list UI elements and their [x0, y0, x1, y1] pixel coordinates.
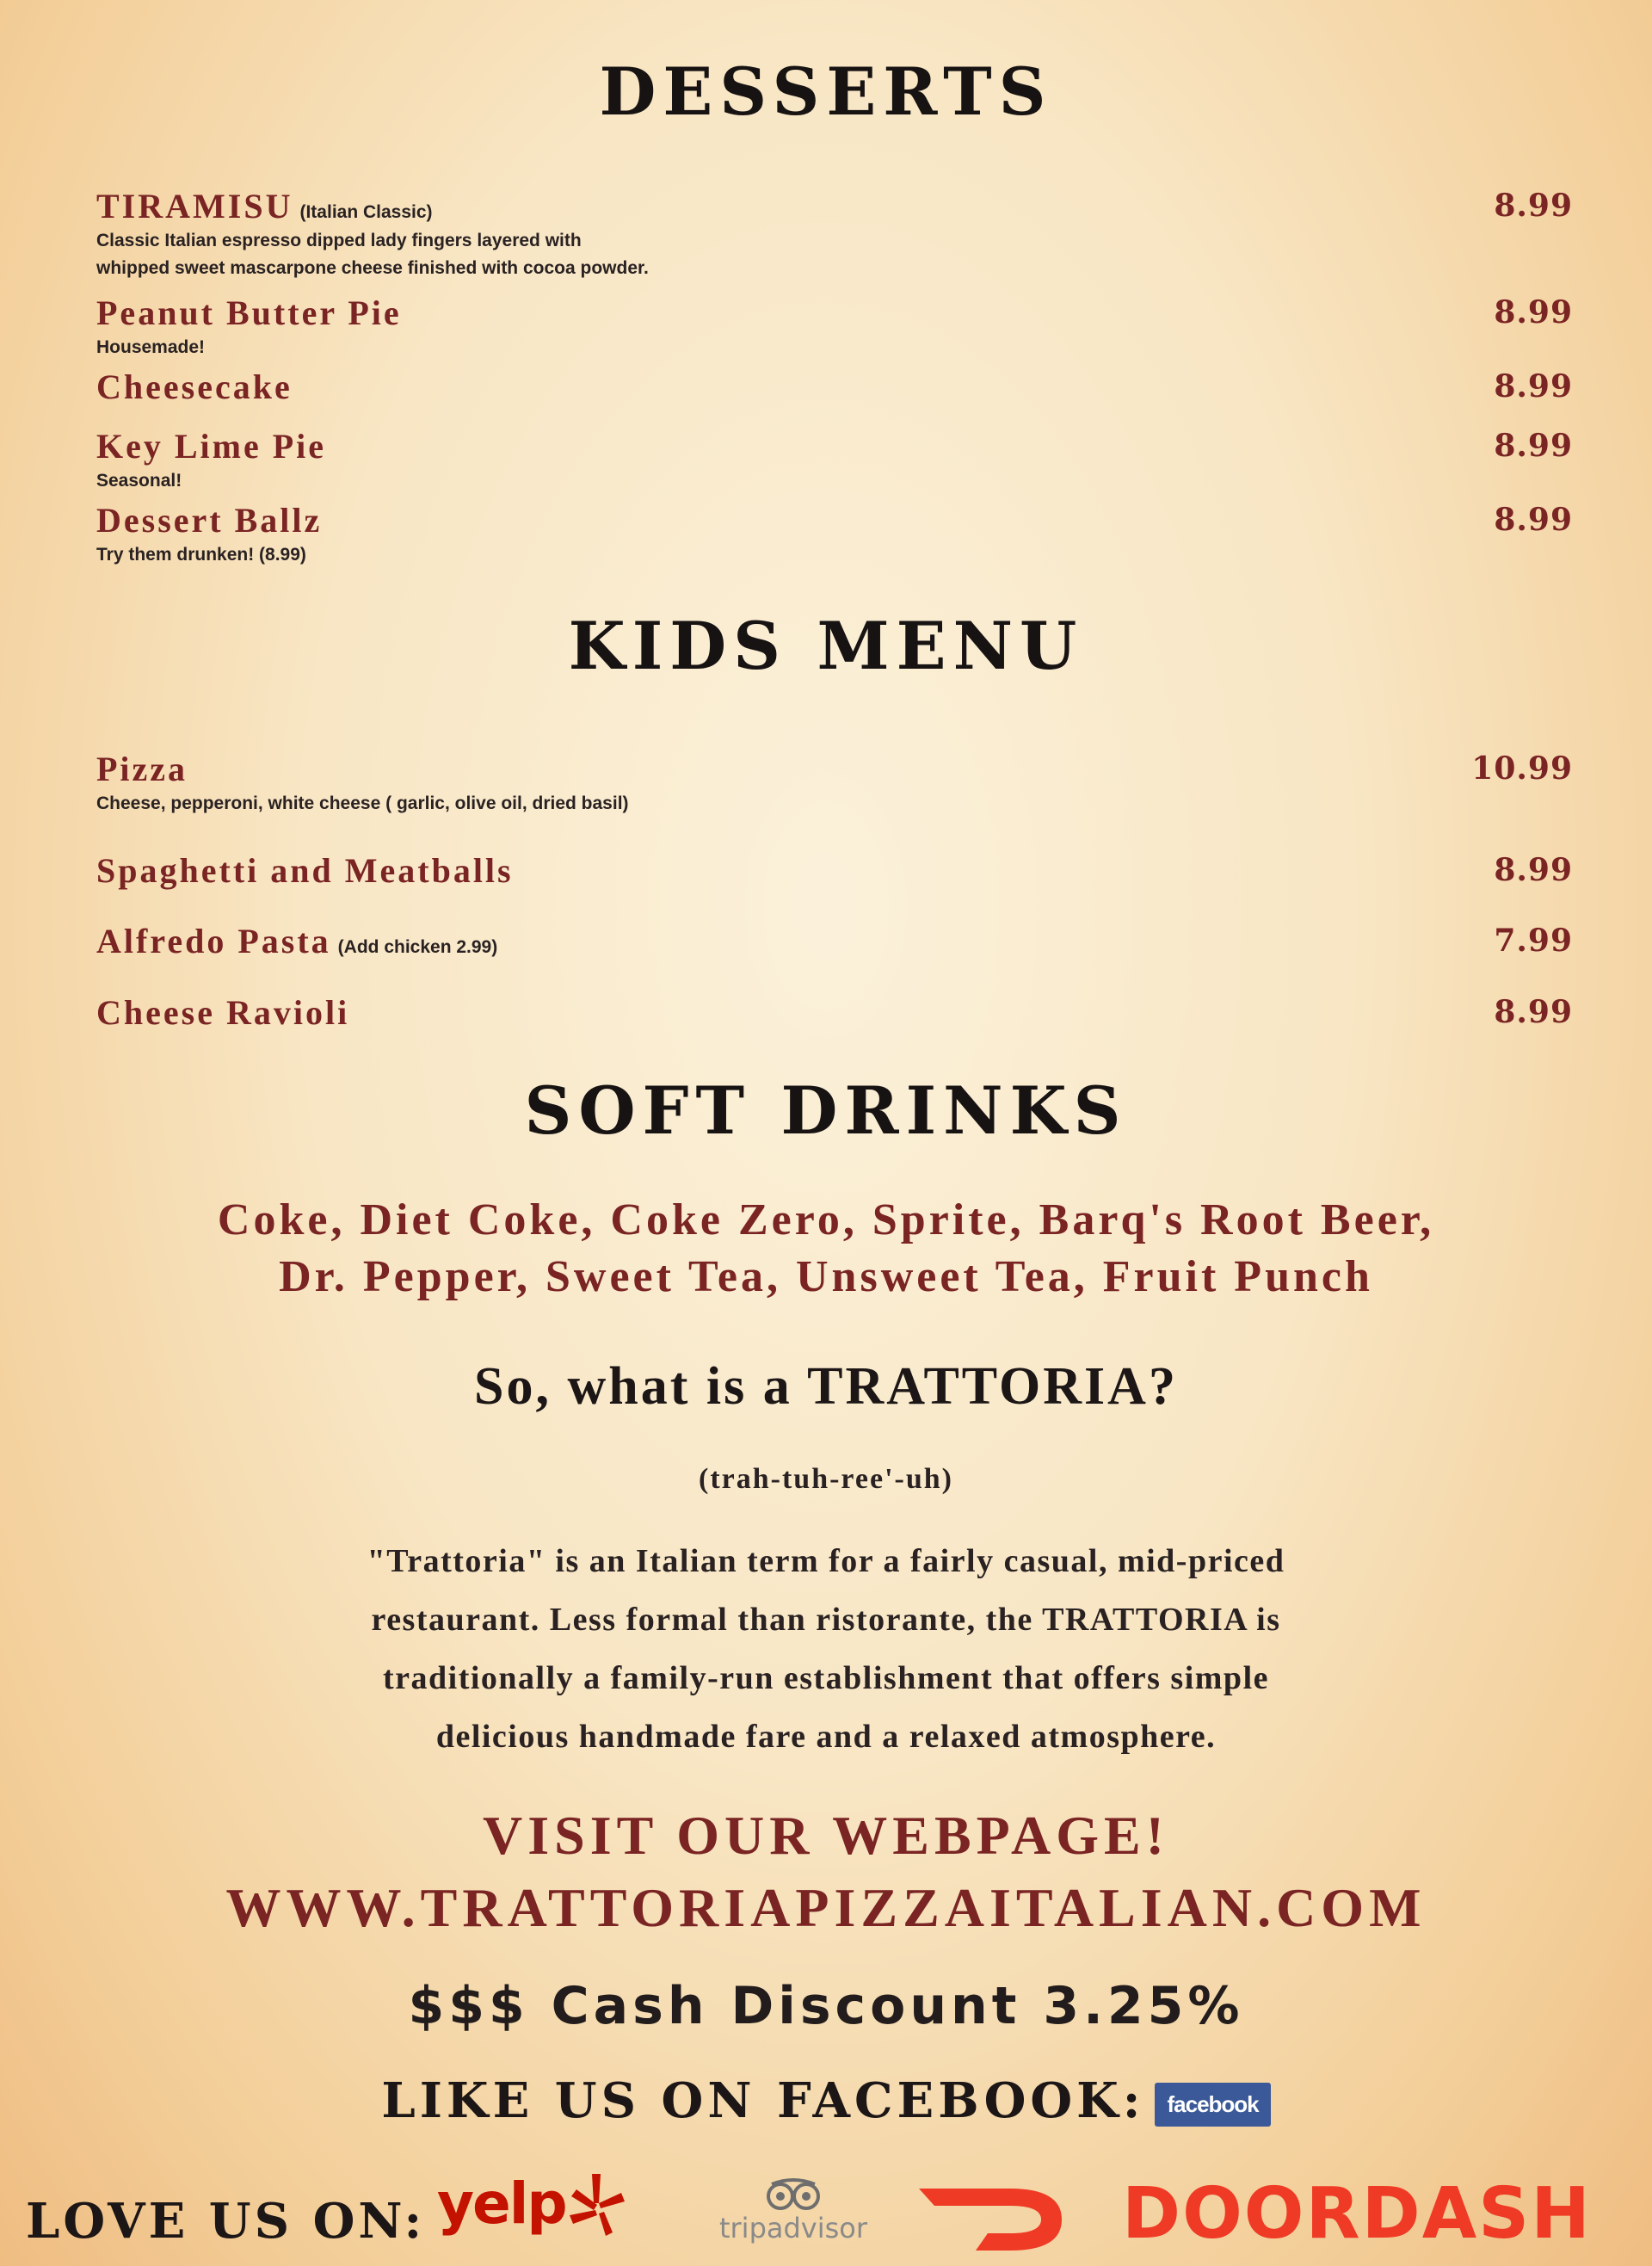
item-name: Cheese Ravioli: [96, 993, 350, 1032]
item-name: Alfredo Pasta: [96, 922, 331, 960]
menu-item-spaghetti-meatballs: [96, 852, 1573, 890]
item-price: 8.99: [1494, 852, 1573, 888]
menu-item-key-lime-pie: [96, 428, 1573, 495]
kids-menu-title: KIDS MENU: [568, 608, 1084, 684]
description-line: restaurant. Less formal than ristorante, the TRATTORIA is: [371, 1602, 1281, 1638]
item-price: 8.99: [1494, 188, 1573, 224]
doordash-logo-icon: [915, 2176, 1067, 2256]
drinks-list-line-2: Dr. Pepper, Sweet Tea, Unsweet Tea, Fruit Punch: [279, 1252, 1373, 1301]
facebook-line: [0, 2072, 1652, 2129]
doordash-wordmark: DOORDASH: [1122, 2173, 1592, 2255]
item-name: Peanut Butter Pie: [96, 293, 402, 332]
facebook-button[interactable]: facebook: [1155, 2083, 1270, 2127]
yelp-link[interactable]: [437, 2170, 566, 2237]
item-price: 7.99: [1494, 923, 1573, 959]
item-price: 8.99: [1494, 428, 1573, 464]
soft-drinks-title: SOFT DRINKS: [524, 1072, 1128, 1149]
yelp-burst-icon: [566, 2170, 626, 2238]
cash-discount: $$$ Cash Discount 3.25%: [408, 1976, 1244, 2036]
tripadvisor-owl-icon: [765, 2177, 822, 2212]
item-name: TIRAMISU: [96, 187, 293, 225]
item-price: 8.99: [1494, 994, 1573, 1030]
description-line: delicious handmade fare and a relaxed atmosphere.: [435, 1719, 1217, 1755]
item-description: Classic Italian espresso dipped lady fingers layered with: [96, 231, 582, 250]
desserts-title: DESSERTS: [599, 53, 1053, 130]
trattoria-heading: So, what is a TRATTORIA?: [474, 1357, 1178, 1416]
visit-webpage-label: VISIT OUR WEBPAGE!: [483, 1805, 1169, 1866]
item-note: (Italian Classic): [299, 202, 433, 222]
drinks-list-line-1: Coke, Diet Coke, Coke Zero, Sprite, Barq's Root Beer,: [217, 1195, 1435, 1244]
item-description: Cheese, pepperoni, white cheese ( garlic, olive oil, dried basil): [96, 793, 629, 813]
trattoria-description: [0, 1532, 1652, 1766]
description-line: traditionally a family-run establishment that offers simple: [382, 1660, 1269, 1696]
item-description: whipped sweet mascarpone cheese finished with cocoa powder.: [96, 258, 649, 278]
menu-item-tiramisu: [96, 188, 1573, 282]
item-price: 8.99: [1494, 368, 1573, 404]
menu-item-alfredo-pasta: [96, 923, 1573, 960]
item-name: Pizza: [96, 750, 188, 788]
item-price: 8.99: [1494, 294, 1573, 330]
menu-item-kids-pizza: [96, 750, 1573, 818]
item-description: Housemade!: [96, 337, 206, 357]
item-price: 8.99: [1494, 502, 1573, 538]
love-us-label: LOVE US ON:: [26, 2193, 426, 2250]
menu-item-cheese-ravioli: [96, 994, 1573, 1032]
menu-item-cheesecake: [96, 368, 1573, 406]
item-name: Key Lime Pie: [96, 427, 327, 466]
item-description: Seasonal!: [96, 471, 182, 491]
item-name: Dessert Ballz: [96, 501, 323, 540]
item-description: Try them drunken! (8.99): [96, 545, 306, 565]
pronunciation: (trah-tuh-ree'-uh): [699, 1463, 953, 1495]
description-line: "Trattoria" is an Italian term for a fairly casual, mid-priced: [367, 1543, 1285, 1579]
item-price: 10.99: [1471, 750, 1573, 787]
facebook-label: LIKE US ON FACEBOOK:: [381, 2072, 1145, 2129]
tripadvisor-link[interactable]: [699, 2177, 888, 2244]
item-name: Spaghetti and Meatballs: [96, 851, 514, 890]
yelp-wordmark: yelp: [437, 2170, 566, 2237]
item-note: (Add chicken 2.99): [337, 937, 498, 957]
menu-item-dessert-ballz: [96, 502, 1573, 569]
item-name: Cheesecake: [96, 367, 293, 406]
website-url-link[interactable]: WWW.TRATTORIAPIZZAITALIAN.COM: [225, 1877, 1427, 1938]
tripadvisor-wordmark: tripadvisor: [718, 2212, 868, 2244]
menu-item-peanut-butter-pie: [96, 294, 1573, 361]
